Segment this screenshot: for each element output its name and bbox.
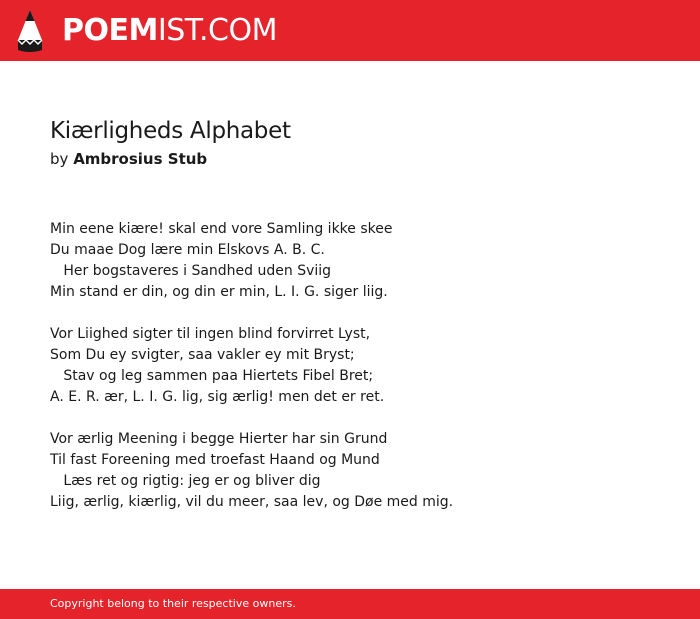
- poem-line: Stav og leg sammen paa Hiertets Fibel Bret;: [50, 368, 374, 384]
- poem-line: Vor Liighed sigter til ingen blind forvirret Lyst,: [50, 326, 371, 342]
- poem-body: [50, 219, 670, 534]
- logo-bold-text: POEM: [62, 13, 158, 48]
- site-header: [0, 0, 700, 61]
- site-logo[interactable]: [62, 13, 277, 49]
- poem-title: Kiærligheds Alphabet: [50, 118, 291, 144]
- logo-light-text: IST.COM: [157, 13, 277, 48]
- copyright-text: Copyright belong to their respective owners.: [50, 597, 296, 610]
- poem-line: A. E. R. ær, L. I. G. lig, sig ærlig! men det er ret.: [50, 389, 385, 405]
- stanza: [50, 324, 670, 408]
- byline: [50, 149, 207, 169]
- poem-line: Min stand er din, og din er min, L. I. G. siger liig.: [50, 284, 388, 300]
- stanza: [50, 429, 670, 513]
- poem-line: Min eene kiære! skal end vore Samling ikke skee: [50, 221, 393, 237]
- stanza: [50, 219, 670, 303]
- author-name: Ambrosius Stub: [73, 150, 208, 168]
- poem-line: Som Du ey svigter, saa vakler ey mit Bryst;: [50, 347, 355, 363]
- pencil-tip-icon[interactable]: [17, 10, 43, 52]
- poem-line: Her bogstaveres i Sandhed uden Sviig: [50, 263, 332, 279]
- poem-line: Liig, ærlig, kiærlig, vil du meer, saa lev, og Døe med mig.: [50, 494, 454, 510]
- poem-line: Du maae Dog lære min Elskovs A. B. C.: [50, 242, 325, 258]
- poem-line: Til fast Foreening med troefast Haand og Mund: [50, 452, 380, 468]
- poem-line: Vor ærlig Meening i begge Hierter har sin Grund: [50, 431, 388, 447]
- site-footer: [0, 589, 700, 619]
- by-label: by: [50, 150, 69, 168]
- poem-line: Læs ret og rigtig: jeg er og bliver dig: [50, 473, 321, 489]
